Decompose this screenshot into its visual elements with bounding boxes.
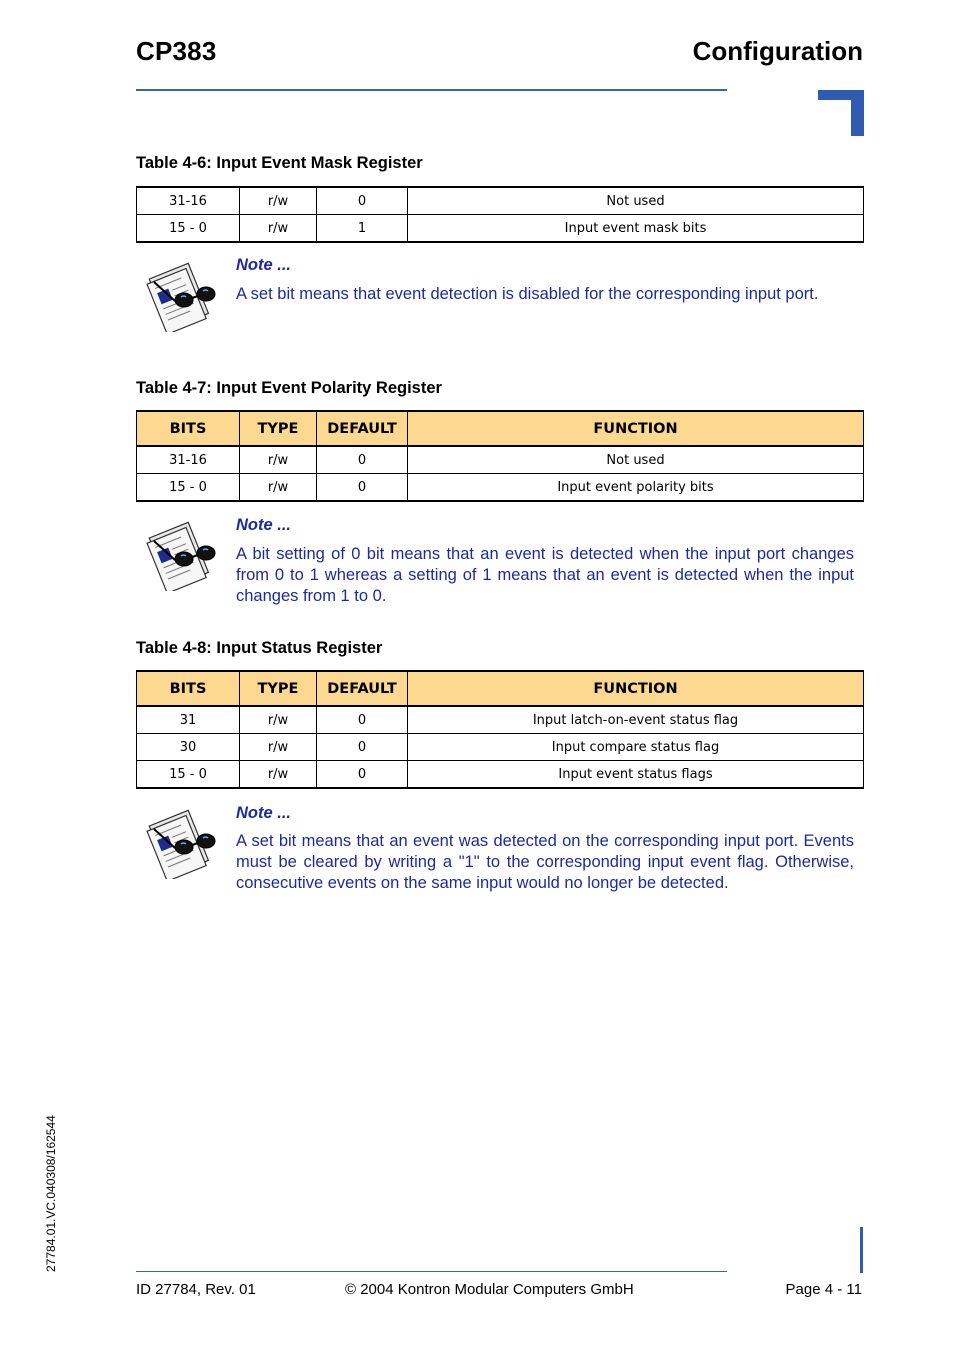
footer-corner-mark <box>860 1227 863 1273</box>
column-header-bits: BITS <box>137 411 240 446</box>
corner-mark-vertical <box>851 90 864 136</box>
input-event-mask-table <box>136 186 864 243</box>
note-title: Note ... <box>236 516 292 534</box>
input-event-polarity-table <box>136 410 864 502</box>
column-header-default: DEFAULT <box>317 411 408 446</box>
cell-function: Not used <box>408 446 864 474</box>
chapter-title: Configuration <box>692 36 863 66</box>
table-row <box>137 734 864 761</box>
cell-function: Input compare status flag <box>408 734 864 761</box>
cell-type: r/w <box>240 187 317 215</box>
table-row <box>137 187 864 215</box>
cell-bits: 15 - 0 <box>137 761 240 789</box>
table-header-row <box>137 671 864 706</box>
table-caption: Table 4-6: Input Event Mask Register <box>136 154 423 172</box>
cell-default: 1 <box>317 215 408 243</box>
table-row <box>137 446 864 474</box>
footer-rule <box>136 1271 727 1272</box>
cell-type: r/w <box>240 734 317 761</box>
table-caption: Table 4-7: Input Event Polarity Register <box>136 379 442 397</box>
column-header-function: FUNCTION <box>408 671 864 706</box>
table-row <box>137 706 864 734</box>
cell-function: Input event polarity bits <box>408 474 864 502</box>
note-text: A set bit means that event detection is disabled for the corresponding input port. <box>236 285 819 303</box>
footer-copyright: © 2004 Kontron Modular Computers GmbH <box>345 1281 634 1298</box>
cell-type: r/w <box>240 761 317 789</box>
document-title: CP383 <box>136 36 217 66</box>
column-header-function: FUNCTION <box>408 411 864 446</box>
column-header-type: TYPE <box>240 671 317 706</box>
cell-default: 0 <box>317 706 408 734</box>
note-document-glasses-icon <box>144 519 220 591</box>
table-row <box>137 474 864 502</box>
column-header-bits: BITS <box>137 671 240 706</box>
cell-type: r/w <box>240 706 317 734</box>
note-text: A bit setting of 0 bit means that an event is detected when the input port changes from 0 to 1 whereas a setting of 1 means that an event is detected when the input changes from 1 to 0. <box>236 545 854 605</box>
note-document-glasses-icon <box>144 260 220 332</box>
cell-function: Input latch-on-event status flag <box>408 706 864 734</box>
table-caption: Table 4-8: Input Status Register <box>136 639 383 657</box>
cell-type: r/w <box>240 446 317 474</box>
cell-default: 0 <box>317 734 408 761</box>
column-header-default: DEFAULT <box>317 671 408 706</box>
cell-bits: 31-16 <box>137 187 240 215</box>
input-status-table <box>136 670 864 789</box>
cell-default: 0 <box>317 474 408 502</box>
footer-doc-id: ID 27784, Rev. 01 <box>136 1281 256 1298</box>
cell-type: r/w <box>240 474 317 502</box>
cell-bits: 15 - 0 <box>137 215 240 243</box>
cell-type: r/w <box>240 215 317 243</box>
column-header-type: TYPE <box>240 411 317 446</box>
cell-bits: 15 - 0 <box>137 474 240 502</box>
note-title: Note ... <box>236 256 292 274</box>
document-id-vertical: 27784.01.VC.040308/162544 <box>44 1115 58 1272</box>
cell-function: Input event status flags <box>408 761 864 789</box>
footer-page-number: Page 4 - 11 <box>785 1281 862 1298</box>
cell-function: Input event mask bits <box>408 215 864 243</box>
cell-default: 0 <box>317 761 408 789</box>
header-rule <box>136 89 727 91</box>
cell-function: Not used <box>408 187 864 215</box>
cell-bits: 31 <box>137 706 240 734</box>
note-document-glasses-icon <box>144 807 220 879</box>
note-text: A set bit means that an event was detected on the corresponding input port. Events must be cleared by writing a "1" to the corresponding input event flag. Otherwise, consecutive events on the same input would no longer be detected. <box>236 832 854 892</box>
table-row <box>137 761 864 789</box>
table-header-row <box>137 411 864 446</box>
cell-bits: 31-16 <box>137 446 240 474</box>
cell-default: 0 <box>317 187 408 215</box>
cell-bits: 30 <box>137 734 240 761</box>
table-row <box>137 215 864 243</box>
cell-default: 0 <box>317 446 408 474</box>
note-title: Note ... <box>236 804 292 822</box>
